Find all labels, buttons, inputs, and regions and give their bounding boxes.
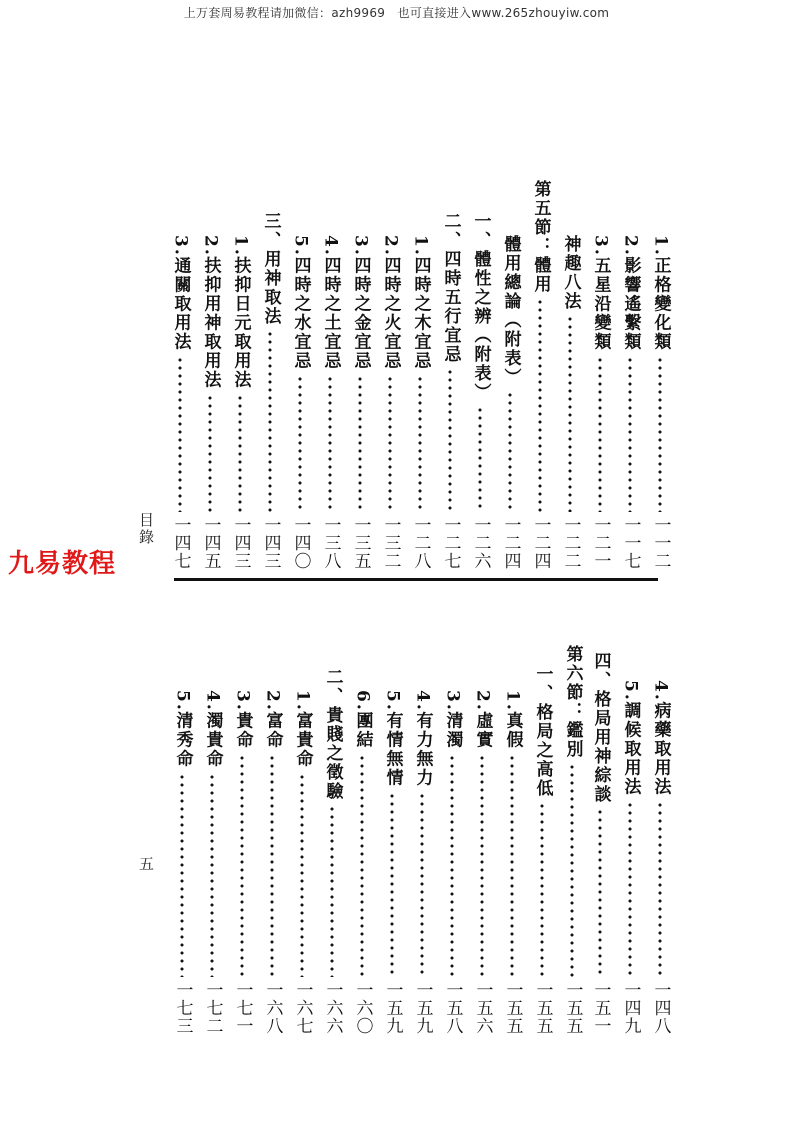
toc-entry-title: 1.正格變化類 [650, 235, 671, 352]
toc-entry-page: 一五九 [412, 981, 433, 1035]
dot-leader [628, 801, 632, 977]
toc-entry-title: 4.病藥取用法 [650, 680, 671, 797]
toc-entry-title: 4.四時之土宜忌 [320, 235, 341, 371]
toc-entry [350, 690, 374, 1035]
toc-entry-page: 一四八 [650, 981, 671, 1035]
toc-entry [170, 690, 194, 1035]
toc-entry-page: 一四三 [230, 516, 251, 570]
toc-entry-page: 一六〇 [352, 981, 373, 1035]
toc-entry-title: 3.貴命 [232, 690, 253, 750]
toc-entry-title: 1.真假 [502, 690, 523, 750]
toc-entry-page: 一三二 [380, 516, 401, 570]
toc-entry-title: 3.四時之金宜忌 [350, 235, 371, 371]
toc-entry-title: 1.四時之木宜忌 [410, 235, 431, 371]
toc-entry [618, 235, 642, 570]
watermark-logo: 九易教程 [8, 549, 117, 579]
toc-entry-title: 體用總論（附表） [500, 235, 521, 387]
toc-entry-page: 一二四 [530, 516, 551, 570]
toc-entry-page: 一四九 [620, 981, 641, 1035]
toc-entry-title: 2.富命 [262, 690, 283, 750]
toc-entry [618, 680, 642, 1035]
toc-entry-title: 三、用神取法 [260, 212, 281, 326]
toc-entry-title: 四、格局用神綜談 [590, 652, 611, 804]
dot-leader [300, 773, 304, 977]
dot-leader [358, 375, 362, 512]
toc-entry-title: 1.扶抑日元取用法 [230, 235, 251, 390]
toc-entry [380, 690, 404, 1035]
dot-leader [360, 754, 364, 977]
dot-leader [540, 802, 544, 977]
dot-leader [658, 356, 662, 512]
dot-leader [268, 330, 272, 512]
toc-entry-title: 5.清秀命 [172, 690, 193, 769]
toc-entry-title: 二、四時五行宜忌 [440, 212, 461, 364]
dot-leader [538, 298, 542, 512]
toc-entry-title: 二、貴賤之徵驗 [322, 668, 343, 801]
toc-entry [648, 235, 672, 570]
toc-entry [200, 690, 224, 1035]
toc-entry-title: 4.濁貴命 [202, 690, 223, 769]
toc-entry-title: 5.四時之水宜忌 [290, 235, 311, 371]
toc-entry [500, 690, 524, 1035]
toc-entry [228, 235, 252, 570]
toc-entry-title: 5.調候取用法 [620, 680, 641, 797]
toc-entry-page: 一七一 [232, 981, 253, 1035]
toc-entry-page: 一六七 [292, 981, 313, 1035]
toc-entry [168, 235, 192, 570]
toc-entry-page: 一七二 [202, 981, 223, 1035]
toc-entry-page: 一三五 [350, 516, 371, 570]
toc-entry [558, 235, 582, 570]
toc-entry-page: 一六六 [322, 981, 343, 1035]
toc-entry-title: 一、格局之高低 [532, 665, 553, 798]
toc-entry-title: 5.有情無情 [382, 690, 403, 788]
toc-entry-page: 一四七 [170, 516, 191, 570]
toc-entry-title: 第五節：體用 [530, 180, 551, 294]
dot-leader [570, 763, 574, 977]
dot-leader [450, 754, 454, 977]
toc-entry [588, 652, 612, 1035]
section-divider [174, 578, 658, 581]
toc-entry [588, 235, 612, 570]
dot-leader [658, 801, 662, 977]
toc-entry-page: 一五八 [442, 981, 463, 1035]
dot-leader [388, 375, 392, 512]
dot-leader [418, 375, 422, 512]
dot-leader [330, 805, 334, 977]
toc-entry [378, 235, 402, 570]
dot-leader [210, 773, 214, 977]
toc-entry-page: 一二六 [470, 516, 491, 570]
toc-entry-title: 3.五星沿變類 [590, 235, 611, 352]
toc-entry-page: 一三八 [320, 516, 341, 570]
toc-entry-title: 2.影響遙繫類 [620, 235, 641, 352]
toc-entry-page: 一二八 [410, 516, 431, 570]
toc-entry [260, 690, 284, 1035]
toc-section [560, 645, 584, 1035]
toc-entry [198, 235, 222, 570]
toc-entry-title: 6.團結 [352, 690, 373, 750]
toc-entry-page: 一六八 [262, 981, 283, 1035]
dot-leader [478, 406, 482, 512]
toc-entry [470, 690, 494, 1035]
toc-entry-title: 1.富貴命 [292, 690, 313, 769]
dot-leader [238, 394, 242, 512]
toc-entry [498, 235, 522, 570]
dot-leader [628, 356, 632, 512]
toc-entry-page: 一五九 [382, 981, 403, 1035]
dot-leader [568, 315, 572, 512]
dot-leader [240, 754, 244, 977]
toc-entry [648, 680, 672, 1035]
dot-leader [208, 394, 212, 512]
dot-leader [180, 773, 184, 977]
page-header-label: 目錄 [137, 512, 155, 546]
toc-entry-page: 一二四 [500, 516, 521, 570]
toc-entry-title: 2.虛實 [472, 690, 493, 750]
toc-entry [290, 690, 314, 1035]
toc-entry [258, 212, 282, 570]
dot-leader [480, 754, 484, 977]
toc-entry [348, 235, 372, 570]
toc-entry [318, 235, 342, 570]
toc-entry [230, 690, 254, 1035]
toc-entry-title: 3.通關取用法 [170, 235, 191, 352]
toc-section [528, 180, 552, 570]
page-number: 五 [137, 856, 155, 873]
dot-leader [510, 754, 514, 977]
toc-entry-page: 一五一 [590, 981, 611, 1035]
toc-entry [440, 690, 464, 1035]
dot-leader [178, 356, 182, 512]
toc-entry-title: 2.扶抑用神取用法 [200, 235, 221, 390]
dot-leader [598, 808, 602, 977]
toc-entry-page: 一一七 [620, 516, 641, 570]
dot-leader [448, 368, 452, 512]
toc-entry-page: 一二一 [590, 516, 611, 570]
toc-entry-page: 一二二 [560, 516, 581, 570]
toc-entry [288, 235, 312, 570]
dot-leader [328, 375, 332, 512]
dot-leader [508, 391, 512, 512]
toc-entry-page: 一四五 [200, 516, 221, 570]
toc-entry [438, 212, 462, 570]
toc-entry-page: 一四三 [260, 516, 281, 570]
toc-entry-page: 一五五 [562, 981, 583, 1035]
watermark-banner: 上万套周易教程请加微信：azh9969 也可直接进入www.265zhouyiw.com [183, 6, 610, 20]
dot-leader [598, 356, 602, 512]
dot-leader [270, 754, 274, 977]
toc-entry [320, 668, 344, 1035]
dot-leader [298, 375, 302, 512]
toc-entry-title: 神趣八法 [560, 235, 581, 311]
dot-leader [420, 792, 424, 977]
toc-entry-page: 一一二 [650, 516, 671, 570]
toc-entry-title: 4.有力無力 [412, 690, 433, 788]
toc-entry-title: 第六節：鑑別 [562, 645, 583, 759]
dot-leader [390, 792, 394, 977]
toc-entry-page: 一五五 [502, 981, 523, 1035]
toc-entry [468, 212, 492, 570]
toc-entry-title: 2.四時之火宜忌 [380, 235, 401, 371]
toc-entry-page: 一五五 [532, 981, 553, 1035]
toc-entry-page: 一二七 [440, 516, 461, 570]
toc-entry-page: 一四〇 [290, 516, 311, 570]
toc-entry-page: 一五六 [472, 981, 493, 1035]
toc-entry-title: 一、體性之辨（附表） [470, 212, 491, 402]
toc-entry [408, 235, 432, 570]
toc-entry [410, 690, 434, 1035]
toc-entry-page: 一七三 [172, 981, 193, 1035]
toc-entry [530, 665, 554, 1035]
toc-entry-title: 3.清濁 [442, 690, 463, 750]
